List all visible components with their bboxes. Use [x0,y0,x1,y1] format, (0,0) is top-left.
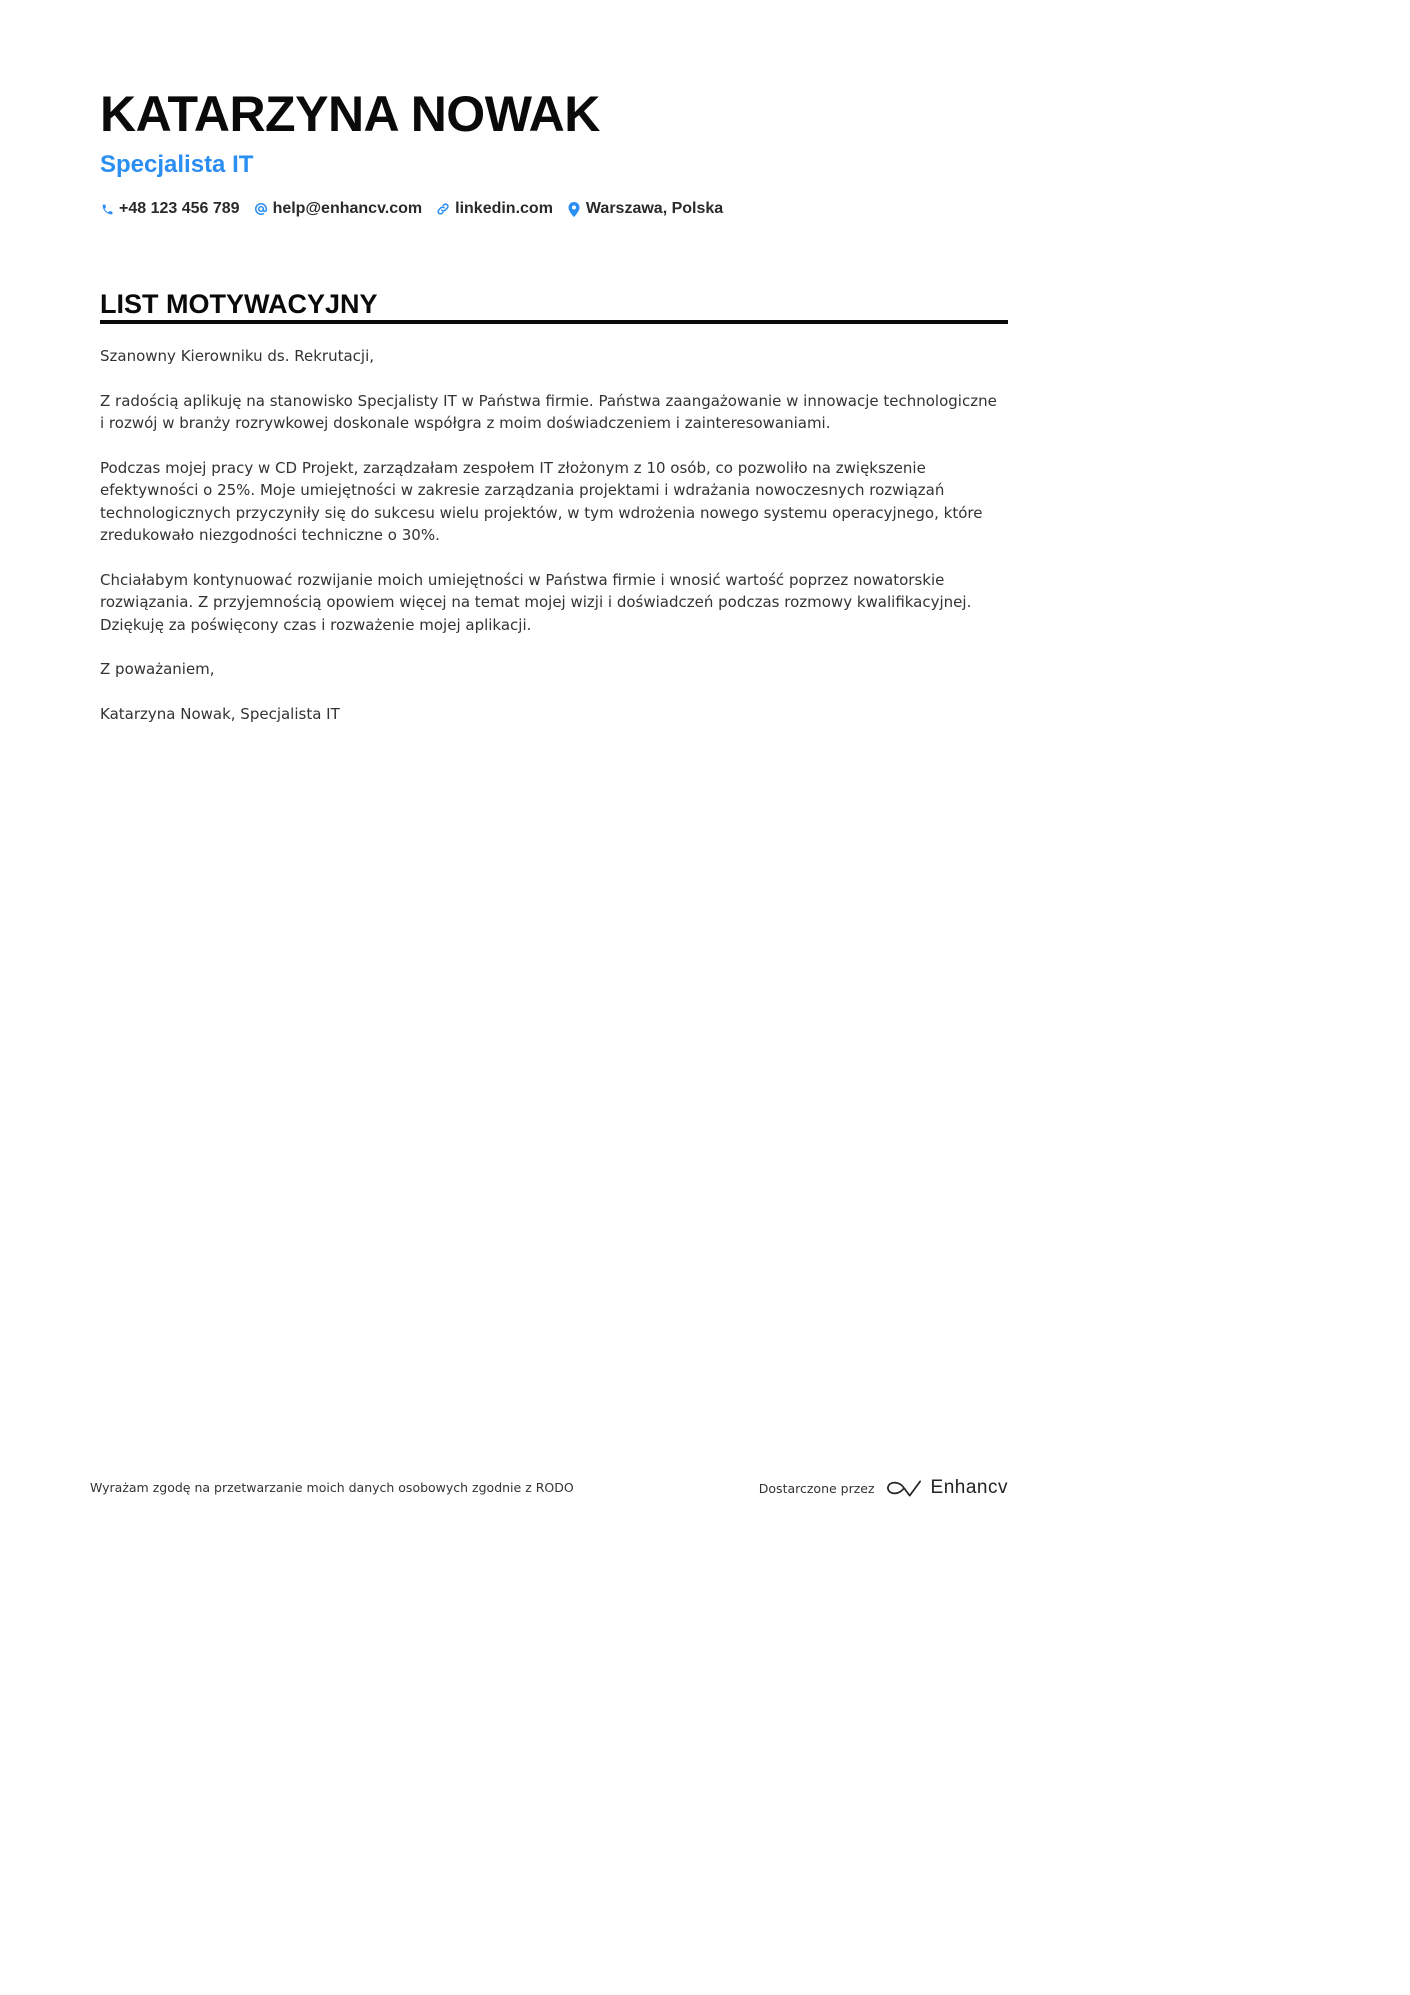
map-pin-icon [567,201,581,217]
letter-closing: Z poważaniem, [100,660,215,678]
letter-paragraph: Chciałabym kontynuować rozwijanie moich umiejętności w Państwa firmie i wnosić wartość poprzez nowatorskie rozwiązania. Z przyjemnością opowiem więcej na temat mojej wizji i doświadczeń podczas rozmowy kwalifikacyjnej. Dziękuję za poświęcony czas i rozważenie mojej aplikacji. [100,570,972,634]
candidate-role: Specjalista IT [100,151,254,178]
contact-linkedin-text: linkedin.com [455,200,553,217]
section-divider [100,320,1008,324]
contact-location [567,200,723,218]
letter-greeting: Szanowny Kierowniku ds. Rekrutacji, [100,347,375,365]
contact-phone-text: +48 123 456 789 [119,200,240,217]
letter-body [100,345,1000,747]
contact-email[interactable] [254,200,423,218]
powered-by-badge[interactable] [759,1474,1008,1502]
letter-signature: Katarzyna Nowak, Specjalista IT [100,704,340,723]
gdpr-consent-note: Wyrażam zgodę na przetwarzanie moich danych osobowych zgodnie z RODO [90,1480,574,1495]
powered-by-label: Dostarczone przez [758,1480,875,1496]
enhancv-logo-icon [885,1477,923,1499]
at-icon [254,201,268,217]
candidate-name: KATARZYNA NOWAK [100,86,600,142]
contact-phone[interactable] [100,200,240,218]
phone-icon [100,201,114,217]
contact-bar [100,198,737,220]
link-icon [436,201,450,217]
contact-location-text: Warszawa, Polska [585,200,724,217]
letter-paragraph: Podczas mojej pracy w CD Projekt, zarządzałam zespołem IT złożonym z 10 osób, co pozwoliło na zwiększenie efektywności o 25%. Moje umiejętności w zakresie zarządzania projektami i wdrażania nowoczesnych rozwiązań technologicznych przyczyniły się do sukcesu wielu projektów, w tym wdrożenia nowego systemu operacyjnego, które zredukowało niezgodności techniczne o 30%. [100,458,983,544]
contact-linkedin[interactable] [436,200,553,218]
section-title: LIST MOTYWACYJNY [100,289,378,319]
contact-email-text: help@enhancv.com [272,200,423,217]
enhancv-wordmark: Enhancv [930,1477,1008,1498]
letter-paragraph: Z radością aplikuję na stanowisko Specjalisty IT w Państwa firmie. Państwa zaangażowanie w innowacje technologiczne i rozwój w branży rozrywkowej doskonale współgra z moim doświadczeniem i zainteresowaniami. [100,391,997,432]
